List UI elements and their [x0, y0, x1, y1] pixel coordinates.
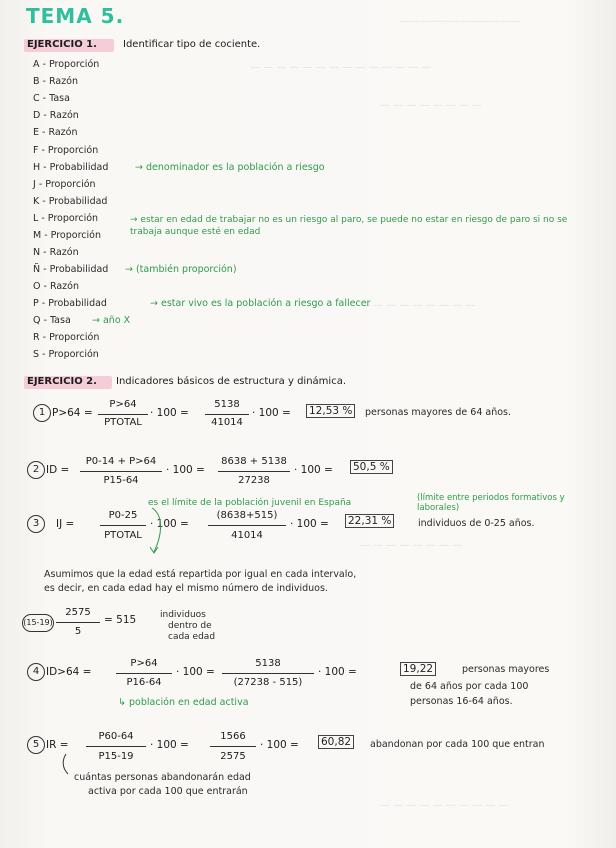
item-nn: Ñ - Probabilidad	[33, 264, 109, 275]
formula-2-top: P0-14 + P>64	[85, 456, 157, 467]
item-b: B - Razón	[33, 76, 79, 87]
formula-1-bottom: PTOTAL	[104, 417, 142, 428]
formula-3-bottom: PTOTAL	[104, 530, 142, 541]
formula-1-top: P>64	[109, 399, 137, 410]
formula-4-result: 19,22	[400, 662, 436, 676]
formula-3-lhs: IJ =	[56, 518, 75, 530]
item-e: E - Razón	[33, 127, 78, 138]
formula-5-mid2: · 100 =	[260, 739, 299, 751]
item-h: H - Probabilidad	[33, 162, 109, 173]
formula-4-note: ↳ población en edad activa	[118, 697, 249, 708]
formula-1-mid: · 100 =	[150, 407, 189, 419]
formula-4-mid: · 100 =	[176, 666, 215, 678]
formula-5-bar2	[210, 746, 256, 747]
formula-5-lhs: IR =	[46, 739, 69, 751]
item-j: J - Proporción	[33, 179, 96, 190]
formula-4-tail3: personas 16-64 años.	[410, 696, 513, 707]
item-a: A - Proporción	[33, 59, 100, 70]
formula-5-result: 60,82	[318, 735, 354, 749]
formula-5-top2: 1566	[220, 731, 246, 742]
formula-2-mid: · 100 =	[166, 464, 205, 476]
formula-1-lhs: P>64 =	[52, 407, 93, 419]
item-r: R - Proporción	[33, 332, 100, 343]
formula-5-note2: activa por cada 100 que entrarán	[88, 786, 248, 797]
formula-5-bar	[86, 746, 146, 747]
formula-2-bottom: P15-64	[103, 475, 139, 486]
item-h-note: → denominador es la población a riesgo	[135, 162, 325, 173]
page-title: TEMA 5.	[26, 4, 125, 28]
formula-1-bottom2: 41014	[211, 417, 243, 428]
item-l: L - Proporción	[33, 213, 99, 224]
ej1-heading: EJERCICIO 1.	[27, 39, 97, 50]
formula-3-number: 3	[27, 515, 45, 533]
formula-1-mid2: · 100 =	[252, 407, 291, 419]
formula-3b-eq: = 515	[104, 614, 137, 626]
item-d: D - Razón	[33, 110, 79, 121]
formula-3b-n3: cada edad	[168, 632, 216, 642]
formula-3b-n1: individuos	[160, 610, 206, 620]
ej1-instruction: Identificar tipo de cociente.	[123, 39, 261, 50]
formula-3-bar2	[208, 525, 286, 526]
arrow-icon	[140, 506, 170, 566]
notebook-page: ———————————— — — — — — — — — — — — — — — — — — — — — — — — — — — — — — — — — — — — — — — — — — — — — — — — — — TEMA 5. EJERCICIO 1. Identificar tipo de cociente. A - Proporción B - Razón C - Tasa D - Razón E - Razón F - Proporción H - Probabilidad → denominador es la población a riesgo J - Proporción K - Probabilidad L - Proporción M - Proporción → estar en edad de trabajar no es un riesgo al paro, se puede no estar en riesgo de paro si no se trabaja aunque esté en edad N - Razón Ñ - Probabilidad → (también proporción) O - Razón P - Probabilidad → estar vivo es la población a riesgo a fallecer Q - Tasa → año X R - Proporción S - Proporción EJERCICIO 2. Indicadores básicos de estructura y dinámica. 1 P>64 = P>64 PTOTAL · 100 = 5138 41014 · 100 = 12,53 % personas mayores de 64 años. 2 ID = P0-14 + P>64 P15-64 · 100 = 8638 + 5138 27238 · 100 = 50,5 % es el límite de la población juvenil en España (límite entre periodos formativos y laborales) 3 IJ = P0-25 PTOTAL · 100 = (8638+515) 41014 · 100 = 22,31 % individuos de 0-25 años. Asumimos que la edad está repartida por igual en cada intervalo, es decir, en cada edad hay el mismo número de individuos. (15-19) 2575 5 = 515 individuos dentro de cada edad 4 ID>64 = P>64 P16-64 · 100 = 5138 (27238 - 515) · 100 = 19,22 personas mayores de 64 años por cada 100 personas 16-64 años. ↳ población en edad activa 5 IR = P60-64 P15-19 · 100 = 1566 2575 · 100 = 60,82 abandonan por cada 100 que entran cuántas personas abandonarán edad activa por cada 100 que entrarán	[0, 0, 616, 848]
item-p: P - Probabilidad	[33, 298, 107, 309]
formula-3b-bar	[56, 622, 100, 623]
formula-3-mid2: · 100 =	[290, 518, 329, 530]
formula-3-note1: es el límite de la población juvenil en España	[148, 498, 352, 508]
formula-3b-n2: dentro de	[168, 621, 212, 631]
formula-3-top: P0-25	[108, 510, 138, 521]
formula-5-bottom: P15-19	[98, 751, 134, 762]
item-o: O - Razón	[33, 281, 79, 292]
formula-2-mid2: · 100 =	[294, 464, 333, 476]
formula-2-lhs: ID =	[46, 464, 70, 476]
formula-3-mid: · 100 =	[150, 518, 189, 530]
formula-1-top2: 5138	[214, 399, 240, 410]
formula-1-tail: personas mayores de 64 años.	[365, 407, 512, 418]
bracket-arrow-icon	[56, 752, 76, 780]
formula-3-bottom2: 41014	[231, 530, 263, 541]
item-s: S - Proporción	[33, 349, 99, 360]
formula-4-bottom: P16-64	[126, 677, 162, 688]
formula-3b-range: (15-19)	[22, 614, 54, 632]
formula-5-note1: cuántas personas abandonarán edad	[74, 772, 251, 783]
formula-3-result: 22,31 %	[345, 514, 394, 528]
formula-2-result: 50,5 %	[350, 460, 393, 474]
formula-3b-top: 2575	[65, 607, 91, 618]
formula-3-note2: (límite entre periodos formativos y laborales)	[417, 493, 565, 513]
formula-4-mid2: · 100 =	[318, 666, 357, 678]
formula-3-top2: (8638+515)	[216, 510, 278, 521]
item-f: F - Proporción	[33, 145, 99, 156]
formula-5-top: P60-64	[98, 731, 134, 742]
item-c: C - Tasa	[33, 93, 70, 104]
formula-2-top2: 8638 + 5138	[221, 456, 287, 467]
formula-3-assume2: es decir, en cada edad hay el mismo número de individuos.	[44, 583, 328, 594]
formula-3-tail: individuos de 0-25 años.	[418, 518, 535, 529]
formula-3-assume1: Asumimos que la edad está repartida por igual en cada intervalo,	[44, 569, 357, 580]
formula-1-result: 12,53 %	[306, 404, 355, 418]
item-p-note: → estar vivo es la población a riesgo a fallecer	[150, 298, 371, 309]
formula-5-mid: · 100 =	[150, 739, 189, 751]
formula-1-bar	[98, 414, 148, 415]
formula-4-lhs: ID>64 =	[46, 666, 92, 678]
formula-5-bottom2: 2575	[220, 751, 246, 762]
formula-2-bar2	[218, 471, 290, 472]
item-q-note: → año X	[92, 315, 131, 326]
item-m-note: → estar en edad de trabajar no es un riesgo al paro, se puede no estar en riesgo de paro si no se trabaja aunque esté en edad	[130, 215, 568, 237]
item-k: K - Probabilidad	[33, 196, 108, 207]
formula-4-tail1: personas mayores	[462, 664, 550, 675]
item-nn-note: → (también proporción)	[125, 264, 237, 275]
formula-2-number: 2	[27, 461, 45, 479]
formula-4-bar2	[222, 673, 314, 674]
formula-4-top2: 5138	[255, 658, 281, 669]
formula-5-number: 5	[27, 736, 45, 754]
item-q: Q - Tasa	[33, 315, 71, 326]
formula-1-bar2	[205, 414, 249, 415]
formula-4-top: P>64	[130, 658, 158, 669]
formula-3b-bottom: 5	[74, 626, 82, 637]
ej2-instruction: Indicadores básicos de estructura y dinámica.	[116, 376, 347, 387]
formula-4-number: 4	[27, 663, 45, 681]
formula-1-number: 1	[33, 404, 51, 422]
item-m: M - Proporción	[33, 230, 101, 241]
formula-2-bar	[80, 471, 162, 472]
formula-4-bar	[116, 673, 172, 674]
ej2-heading: EJERCICIO 2.	[27, 376, 97, 387]
formula-4-bottom2: (27238 - 515)	[233, 677, 303, 688]
formula-4-tail2: de 64 años por cada 100	[410, 681, 529, 692]
formula-2-bottom2: 27238	[238, 475, 270, 486]
item-n: N - Razón	[33, 247, 79, 258]
formula-5-tail: abandonan por cada 100 que entran	[370, 739, 545, 750]
